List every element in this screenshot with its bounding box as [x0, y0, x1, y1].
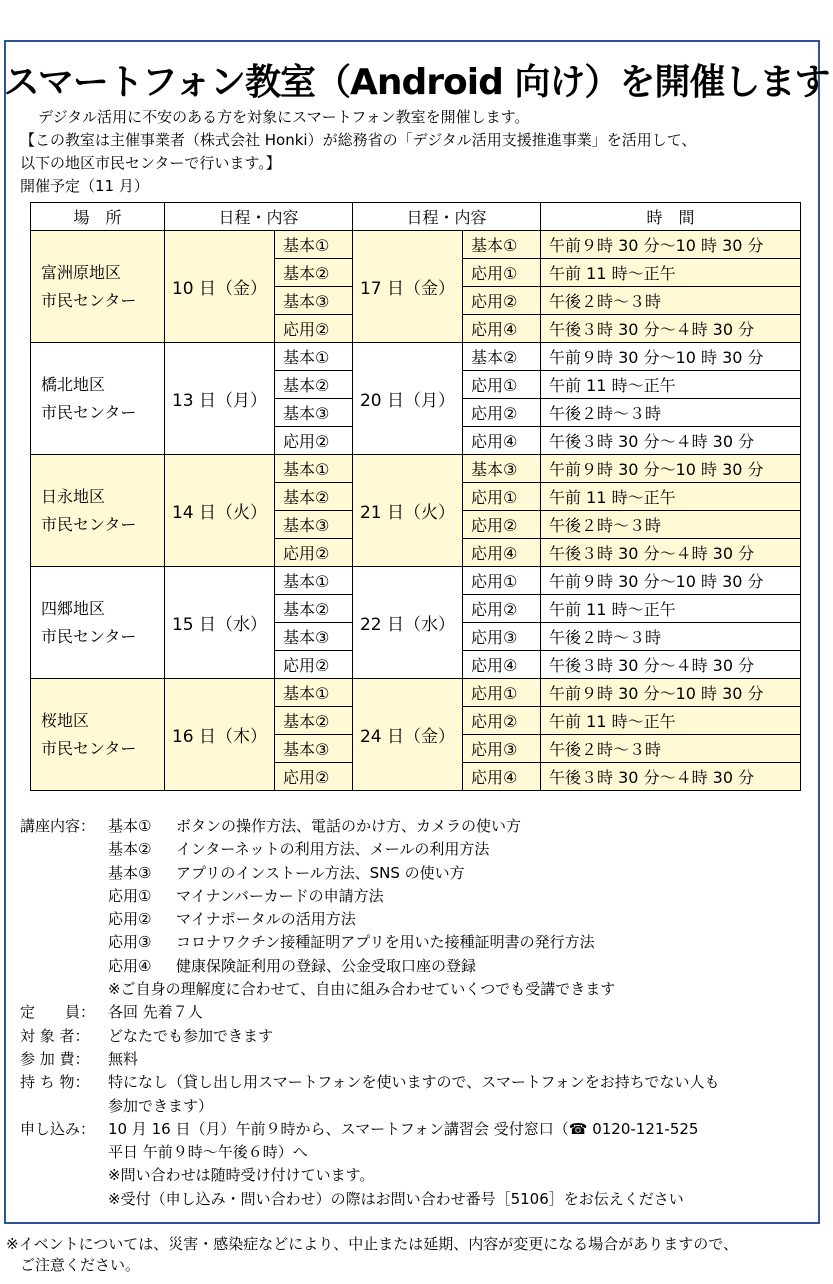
- module-cell: 応用②: [275, 315, 353, 343]
- course-label: 講座内容：: [20, 817, 96, 835]
- intro-line-3: 以下の地区市民センターで行います。】: [20, 154, 281, 172]
- fee-value: 無料: [108, 1049, 139, 1068]
- course-code: 応用①: [108, 886, 152, 905]
- date-cell: 13 日（月）: [165, 343, 275, 455]
- module-cell: 応用②: [275, 539, 353, 567]
- time-cell: 午後３時 30 分～４時 30 分: [541, 651, 801, 679]
- time-cell: 午前９時 30 分～10 時 30 分: [541, 455, 801, 483]
- page-title: スマートフォン教室（Android 向け）を開催します: [3, 62, 830, 103]
- module-cell: 応用①: [463, 483, 541, 511]
- module-cell: 応用④: [463, 651, 541, 679]
- apply-row-cont: [20, 1188, 820, 1211]
- time-cell: 午前９時 30 分～10 時 30 分: [541, 679, 801, 707]
- venue-name-suffix: 市民センター: [41, 626, 137, 646]
- time-cell: 午後３時 30 分～４時 30 分: [541, 315, 801, 343]
- module-cell: 基本①: [275, 455, 353, 483]
- venue-cell: [31, 567, 165, 679]
- venue-name-suffix: 市民センター: [41, 402, 137, 422]
- module-cell: 応用③: [463, 623, 541, 651]
- module-cell: 基本②: [275, 483, 353, 511]
- schedule-table: [30, 202, 801, 791]
- time-cell: 午後２時～３時: [541, 287, 801, 315]
- module-cell: 基本③: [275, 623, 353, 651]
- venue-cell: [31, 231, 165, 343]
- time-cell: 午後２時～３時: [541, 511, 801, 539]
- time-cell: 午後３時 30 分～４時 30 分: [541, 763, 801, 791]
- venue-cell: [31, 455, 165, 567]
- time-cell: 午後２時～３時: [541, 735, 801, 763]
- header-schedule-2: 日程・内容: [353, 203, 541, 231]
- target-value: どなたでも参加できます: [108, 1026, 274, 1045]
- bring-value-2: 参加できます）: [108, 1096, 214, 1115]
- apply-row-cont: [20, 1164, 820, 1187]
- target-row: [20, 1025, 820, 1048]
- intro-line-2: 【この教室は主催事業者（株式会社 Honki）が総務省の「デジタル活用支援推進事業」を活用して、: [20, 131, 697, 149]
- time-cell: 午後２時～３時: [541, 623, 801, 651]
- course-row: [20, 931, 820, 954]
- apply-value-4: ※受付（申し込み・問い合わせ）の際はお問い合わせ番号［5106］をお伝えください: [108, 1189, 684, 1208]
- module-cell: 応用②: [275, 427, 353, 455]
- module-cell: 応用②: [463, 707, 541, 735]
- module-cell: 基本③: [275, 399, 353, 427]
- module-cell: 基本①: [275, 343, 353, 371]
- time-cell: 午前 11 時～正午: [541, 371, 801, 399]
- table-row: [31, 343, 801, 371]
- course-note: ※ご自身の理解度に合わせて、自由に組み合わせていくつでも受講できます: [108, 980, 616, 999]
- module-cell: 応用①: [463, 371, 541, 399]
- module-cell: 基本①: [463, 231, 541, 259]
- table-header-row: [31, 203, 801, 231]
- apply-label: 申し込み：: [20, 1119, 96, 1138]
- apply-value-2: 平日 午前９時～午後６時）へ: [108, 1143, 308, 1162]
- module-cell: 応用①: [463, 567, 541, 595]
- course-desc: マイナポータルの活用方法: [176, 910, 356, 929]
- time-cell: 午前９時 30 分～10 時 30 分: [541, 343, 801, 371]
- venue-cell: [31, 343, 165, 455]
- table-row: [31, 567, 801, 595]
- module-cell: 応用②: [275, 763, 353, 791]
- module-cell: 応用②: [275, 651, 353, 679]
- footer-note-line-1: ※イベントについては、災害・感染症などにより、中止または延期、内容が変更になる場合がありますので、: [6, 1235, 738, 1253]
- module-cell: 基本③: [275, 735, 353, 763]
- course-list: [20, 815, 820, 1211]
- table-row: [31, 455, 801, 483]
- course-code: 応用③: [108, 933, 152, 952]
- module-cell: 応用②: [463, 399, 541, 427]
- time-cell: 午前 11 時～正午: [541, 483, 801, 511]
- time-cell: 午前９時 30 分～10 時 30 分: [541, 567, 801, 595]
- module-cell: 応用②: [463, 511, 541, 539]
- course-code: 応用④: [108, 956, 152, 975]
- module-cell: 基本①: [275, 679, 353, 707]
- header-schedule-1: 日程・内容: [165, 203, 353, 231]
- module-cell: 基本①: [275, 231, 353, 259]
- venue-name: 富洲原地区: [41, 262, 122, 282]
- course-row: [20, 815, 820, 838]
- footer-note: [6, 1234, 831, 1276]
- time-cell: 午後３時 30 分～４時 30 分: [541, 539, 801, 567]
- capacity-value: 各回 先着７人: [108, 1003, 203, 1022]
- bring-row-cont: [20, 1095, 820, 1118]
- time-cell: 午前 11 時～正午: [541, 595, 801, 623]
- course-desc: アプリのインストール方法、SNS の使い方: [176, 863, 465, 882]
- module-cell: 基本①: [275, 567, 353, 595]
- module-cell: 基本③: [463, 455, 541, 483]
- venue-name: 桜地区: [41, 710, 90, 730]
- time-cell: 午前 11 時～正午: [541, 707, 801, 735]
- date-cell: 17 日（金）: [353, 231, 463, 343]
- fee-label: 参 加 費：: [20, 1049, 90, 1068]
- course-row: [20, 885, 820, 908]
- module-cell: 応用②: [463, 287, 541, 315]
- time-cell: 午前 11 時～正午: [541, 259, 801, 287]
- module-cell: 基本②: [275, 259, 353, 287]
- table-row: [31, 679, 801, 707]
- capacity-row: [20, 1001, 820, 1024]
- course-code: 基本①: [108, 817, 152, 835]
- venue-name: 日永地区: [41, 486, 106, 506]
- course-code: 基本②: [108, 840, 152, 859]
- apply-value-3: ※問い合わせは随時受け付けています。: [108, 1166, 375, 1185]
- intro-block: [20, 106, 810, 198]
- course-desc: 健康保険証利用の登録、公金受取口座の登録: [176, 956, 477, 975]
- bring-label: 持 ち 物：: [20, 1073, 90, 1092]
- intro-line-1: デジタル活用に不安のある方を対象にスマートフォン教室を開催します。: [38, 108, 530, 126]
- venue-name: 橋北地区: [41, 374, 106, 394]
- course-code: 基本③: [108, 863, 152, 882]
- date-cell: 14 日（火）: [165, 455, 275, 567]
- target-label: 対 象 者：: [20, 1026, 90, 1045]
- course-row: [20, 862, 820, 885]
- course-note-row: [20, 978, 820, 1001]
- module-cell: 基本②: [463, 343, 541, 371]
- course-desc: ボタンの操作方法、電話のかけ方、カメラの使い方: [176, 817, 522, 835]
- apply-value-1: 10 月 16 日（月）午前９時から、スマートフォン講習会 受付窓口（☎ 0120-121-525: [108, 1119, 699, 1138]
- course-desc: マイナンバーカードの申請方法: [176, 886, 384, 905]
- module-cell: 基本③: [275, 511, 353, 539]
- module-cell: 応用①: [463, 259, 541, 287]
- course-row: [20, 838, 820, 861]
- module-cell: 応用④: [463, 539, 541, 567]
- date-cell: 21 日（火）: [353, 455, 463, 567]
- date-cell: 20 日（月）: [353, 343, 463, 455]
- module-cell: 応用②: [463, 595, 541, 623]
- course-desc: インターネットの利用方法、メールの利用方法: [176, 840, 490, 859]
- table-row: [31, 231, 801, 259]
- date-cell: 15 日（水）: [165, 567, 275, 679]
- module-cell: 応用④: [463, 427, 541, 455]
- module-cell: 基本③: [275, 287, 353, 315]
- time-cell: 午後３時 30 分～４時 30 分: [541, 427, 801, 455]
- course-row: [20, 908, 820, 931]
- module-cell: 基本②: [275, 371, 353, 399]
- date-cell: 24 日（金）: [353, 679, 463, 791]
- header-time: 時 間: [541, 203, 801, 231]
- course-desc: コロナワクチン接種証明アプリを用いた接種証明書の発行方法: [176, 933, 595, 952]
- fee-row: [20, 1048, 820, 1071]
- schedule-label: 開催予定（11 月）: [20, 177, 149, 195]
- module-cell: 応用③: [463, 735, 541, 763]
- venue-name-suffix: 市民センター: [41, 290, 137, 310]
- bring-value-1: 特になし（貸し出し用スマートフォンを使いますので、スマートフォンをお持ちでない人も: [108, 1073, 720, 1092]
- venue-name-suffix: 市民センター: [41, 514, 137, 534]
- time-cell: 午前９時 30 分～10 時 30 分: [541, 231, 801, 259]
- date-cell: 10 日（金）: [165, 231, 275, 343]
- footer-note-line-2: ご注意ください。: [20, 1256, 141, 1274]
- module-cell: 応用④: [463, 315, 541, 343]
- bring-row: [20, 1071, 820, 1094]
- apply-row-cont: [20, 1141, 820, 1164]
- header-venue: 場 所: [31, 203, 165, 231]
- venue-name: 四郷地区: [41, 598, 106, 618]
- date-cell: 16 日（木）: [165, 679, 275, 791]
- module-cell: 基本②: [275, 707, 353, 735]
- module-cell: 応用④: [463, 763, 541, 791]
- course-row: [20, 955, 820, 978]
- course-code: 応用②: [108, 910, 152, 929]
- module-cell: 応用①: [463, 679, 541, 707]
- venue-cell: [31, 679, 165, 791]
- time-cell: 午後２時～３時: [541, 399, 801, 427]
- capacity-label: 定 員：: [20, 1003, 96, 1022]
- apply-row: [20, 1118, 820, 1141]
- venue-name-suffix: 市民センター: [41, 738, 137, 758]
- date-cell: 22 日（水）: [353, 567, 463, 679]
- module-cell: 基本②: [275, 595, 353, 623]
